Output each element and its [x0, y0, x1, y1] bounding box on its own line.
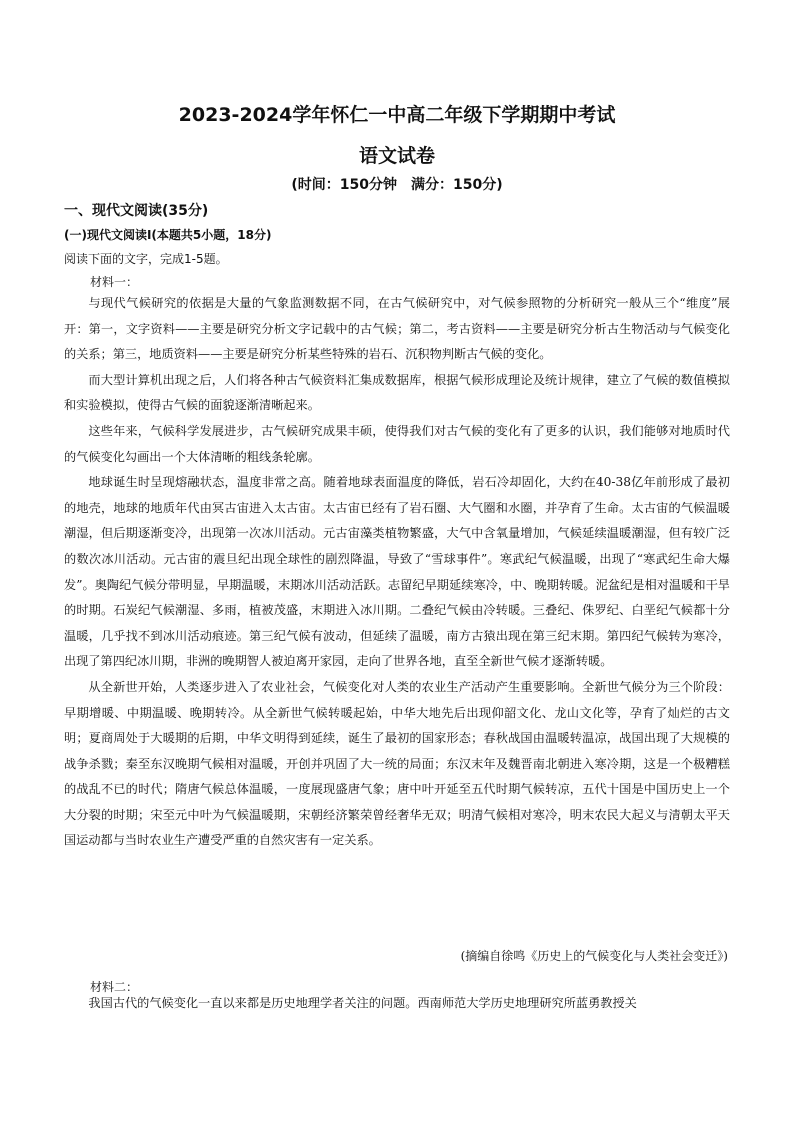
paragraph: 地球诞生时呈现熔融状态，温度非常之高。随着地球表面温度的降低，岩石冷却固化，大约在40-38亿年前形成了最初的地壳，地球的地质年代由冥古宙进入太古宙。太古宙已经有了岩石圈、大气圈和水圈，并孕育了生命。太古宙的气候温暖潮湿，但后期逐渐变冷，出现第一次冰川活动。元古宙藻类植物繁盛，大气中含氧量增加，气候延续温暖潮湿，但有较广泛的数次冰川活动。元古宙的震旦纪出现全球性的剧烈降温，导致了“雪球事件”。寒武纪气候温暖，出现了“寒武纪生命大爆发”。奥陶纪气候分带明显，早期温暖，末期冰川活动活跃。志留纪早期延续寒冷，中、晚期转暖。泥盆纪是相对温暖和干旱的时期。石炭纪气候潮湿、多雨，植被茂盛，末期进入冰川期。二叠纪气候由冷转暖。三叠纪、侏罗纪、白垩纪气候都十分温暖，几乎找不到冰川活动痕迹。第三纪气候有波动，但延续了温暖，南方古猿出现在第三纪末期。第四纪气候转为寒冷，出现了第四纪冰川期，非洲的晚期智人被迫离开家园，走向了世界各地，直至全新世气候才逐渐转暖。 [64, 475, 730, 669]
paragraph: 与现代气候研究的依据是大量的气象监测数据不同，在古气候研究中，对气候参照物的分析研究一般从三个“维度”展开：第一，文字资料——主要是研究分析文字记载中的古气候；第二，考古资料——主要是研究分析古生物活动与气候变化的关系；第三，地质资料——主要是研究分析某些特殊的岩石、沉积物判断古气候的变化。 [64, 296, 730, 362]
reading-instruction: 阅读下面的文字，完成1-5题。 [64, 252, 228, 266]
sub-section-heading: (一)现代文阅读Ⅰ(本题共5小题，18分) [64, 228, 272, 242]
paragraph: 而大型计算机出现之后，人们将各种古气候资料汇集成数据库，根据气候形成理论及统计规律，建立了气候的数值模拟和实验模拟，使得古气候的面貌逐渐清晰起来。 [64, 372, 730, 413]
exam-title: 2023-2024学年怀仁一中高二年级下学期期中考试 [178, 104, 616, 126]
exam-info: (时间：150分钟 满分：150分) [291, 177, 503, 193]
material-one-body [64, 291, 730, 854]
material-two-label: 材料二： [90, 980, 139, 994]
subject-title: 语文试卷 [358, 145, 435, 167]
section-heading: 一、现代文阅读(35分) [64, 203, 209, 219]
material-one-label: 材料一： [90, 275, 139, 289]
material-one-source: (摘编自徐鸣《历史上的气候变化与人类社会变迁》) [460, 949, 728, 963]
material-two-body [64, 991, 730, 1017]
paragraph: 我国古代的气候变化一直以来都是历史地理学者关注的问题。西南师范大学历史地理研究所蓝勇教授关 [88, 996, 637, 1010]
paragraph: 这些年来，气候科学发展进步，古气候研究成果丰硕，使得我们对古气候的变化有了更多的认识，我们能够对地质时代的气候变化勾画出一个大体清晰的粗线条轮廓。 [64, 423, 730, 464]
paragraph: 从全新世开始，人类逐步进入了农业社会，气候变化对人类的农业生产活动产生重要影响。全新世气候分为三个阶段：早期增暖、中期温暖、晚期转冷。从全新世气候转暖起始，中华大地先后出现仰韶文化、龙山文化等，孕育了灿烂的古文明；夏商周处于大暖期的后期，中华文明得到延续，诞生了最初的国家形态；春秋战国由温暖转温凉，战国出现了大规模的战争杀戮；秦至东汉晚期气候相对温暖，开创并巩固了大一统的局面；东汉末年及魏晋南北朝进入寒冷期，这是一个极糟糕的战乱不已的时代；隋唐气候总体温暖，一度展现盛唐气象；唐中叶开延至五代时期气候转凉，五代十国是中国历史上一个大分裂的时期；宋至元中叶为气候温暖期，宋朝经济繁荣曾经奢华无双；明清气候相对寒冷，明末农民大起义与清朝太平天国运动都与当时农业生产遭受严重的自然灾害有一定关系。 [64, 679, 730, 848]
